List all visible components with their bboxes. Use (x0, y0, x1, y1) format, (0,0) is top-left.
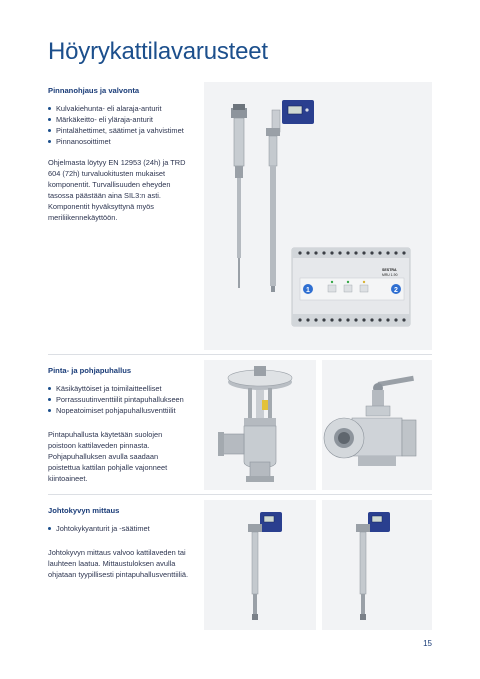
list-item: Nopeatoimiset pohjapuhallusventtiilit (48, 405, 184, 416)
image-panel-actuated-valve (204, 360, 316, 490)
list-item: Märkäkeitto- eli yläraja-anturit (48, 114, 184, 125)
level-sensor-illustration (204, 82, 432, 350)
section-divider (48, 494, 432, 495)
image-panel-conductivity-sensor-1 (204, 500, 316, 630)
section-heading-conductivity: Johtokyvyn mittaus (48, 506, 120, 515)
list-item: Johtokykyanturit ja -säätimet (48, 523, 150, 534)
section-paragraph-conductivity: Johtokyvyn mittaus valvoo kattilaveden tai lauhteen laatua. Mittaustuloksen avulla ohjataan tyypillisesti pintapuhallusventtiiliä. (48, 548, 189, 579)
control-module-image (292, 248, 410, 326)
level-probe-left-image (231, 104, 247, 288)
list-item: Pinnanosoittimet (48, 136, 184, 147)
svg-text:1: 1 (306, 287, 310, 294)
section-heading-blowdown: Pinta- ja pohjapuhallus (48, 366, 132, 375)
section-divider (48, 354, 432, 355)
svg-text:2: 2 (394, 287, 398, 294)
svg-text:MRU 1-90: MRU 1-90 (382, 273, 398, 277)
section-paragraph-blowdown: Pintapuhallusta käytetään suolojen poistoon kattilaveden pinnasta. Pohjapuhalluksen avulla saadaan poistettua kattilan pohjalle vajonneet kiintoaineet. (48, 430, 168, 483)
list-item: Pintalähettimet, säätimet ja vahvistimet (48, 125, 184, 136)
conductivity-sensor-illustration (204, 500, 316, 630)
list-item: Porrassuutinventtiilit pintapuhallukseen (48, 394, 184, 405)
conductivity-sensor-illustration (322, 500, 432, 630)
list-item: Käsikäyttöiset ja toimilaitteelliset (48, 383, 184, 394)
bullet-list-blowdown (48, 383, 184, 416)
section-paragraph-level-control: Ohjelmasta löytyy EN 12953 (24h) ja TRD 604 (72h) turvaluokitusten mukaiset komponentit. Turvallisuuden eheyden tasossa päästään aina SIL3:n asti. Komponentit hyväksyttynä myös meriliikennekäyttöön. (48, 158, 186, 222)
page-title: Höyrykattilavarusteet (48, 38, 268, 65)
ball-valve-illustration (322, 360, 432, 490)
actuated-valve-illustration (204, 360, 316, 490)
image-panel-ball-valve (322, 360, 432, 490)
image-panel-level-sensors (204, 82, 432, 350)
section-heading-level-control: Pinnanohjaus ja valvonta (48, 86, 140, 95)
bullet-list-conductivity (48, 523, 150, 534)
svg-text:SESTRA: SESTRA (382, 268, 397, 272)
page-number: 15 (423, 639, 432, 648)
image-panel-conductivity-sensor-2 (322, 500, 432, 630)
bullet-list-level-control (48, 103, 184, 147)
list-item: Kulvakiehunta- eli alaraja-anturit (48, 103, 184, 114)
